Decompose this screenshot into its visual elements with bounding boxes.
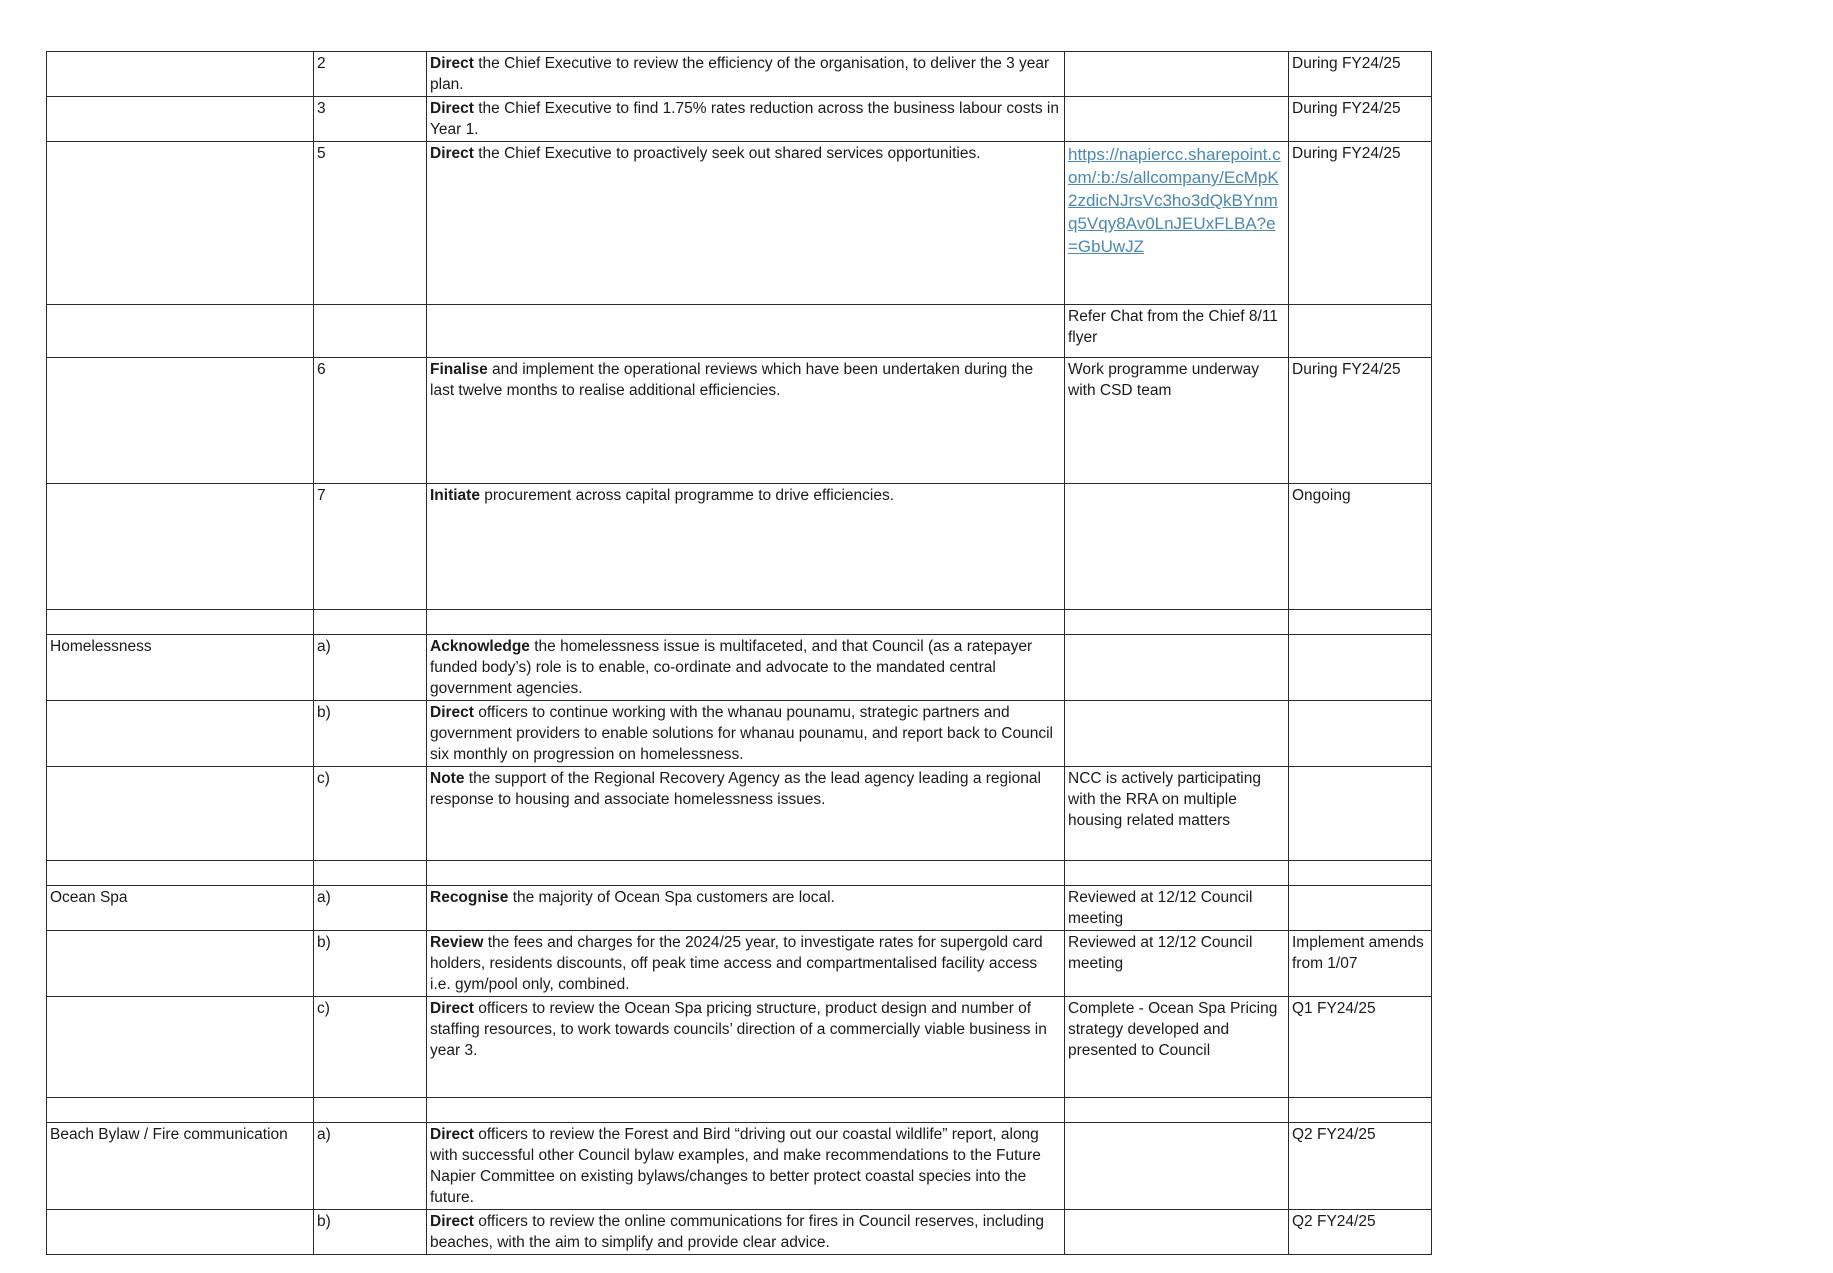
table-row (47, 997, 1432, 1098)
topic-cell (47, 142, 314, 305)
resolution-cell (427, 1123, 1065, 1210)
resolution-text: the fees and charges for the 2024/25 year, to investigate rates for supergold card holders, residents discounts, off peak time access and compartmentalised facility access i.e. gym/pool only, combined. (430, 934, 1043, 993)
timing-cell (1289, 635, 1432, 701)
table-row (47, 484, 1432, 610)
topic-cell (47, 1210, 314, 1255)
resolutions-table (46, 51, 1432, 1255)
resolution-text: the majority of Ocean Spa customers are local. (508, 889, 835, 906)
table-row (47, 701, 1432, 767)
item-number-cell: a) (314, 1123, 427, 1210)
table-row (47, 886, 1432, 931)
item-number-cell: 7 (314, 484, 427, 610)
item-number-cell (314, 305, 427, 358)
resolution-text: and implement the operational reviews which have been undertaken during the last twelve months to realise additional efficiencies. (430, 361, 1034, 399)
item-number-cell: c) (314, 997, 427, 1098)
timing-cell (1289, 701, 1432, 767)
resolution-text: officers to review the Ocean Spa pricing structure, product design and number of staffing resources, to work towards councils’ direction of a commercially viable business in year 3. (430, 1000, 1047, 1059)
status-cell: Refer Chat from the Chief 8/11 flyer (1065, 305, 1289, 358)
action-verb: Recognise (430, 889, 509, 906)
status-cell (1065, 610, 1289, 635)
resolution-text: procurement across capital programme to drive efficiencies. (479, 487, 895, 504)
timing-cell: Q1 FY24/25 (1289, 997, 1432, 1098)
timing-cell: During FY24/25 (1289, 358, 1432, 484)
resolution-cell (427, 1210, 1065, 1255)
status-cell (1065, 1123, 1289, 1210)
resolution-cell (427, 52, 1065, 97)
resolution-text: officers to review the online communications for fires in Council reserves, including beaches, with the aim to simplify and provide clear advice. (430, 1213, 1044, 1251)
resolution-text: officers to review the Forest and Bird “driving out our coastal wildlife” report, along with successful other Council bylaw examples, and make recommendations to the Future Napier Committee on existing bylaws/changes to better protect coastal species into the future. (430, 1126, 1041, 1206)
status-cell: Work programme underway with CSD team (1065, 358, 1289, 484)
table-row (47, 142, 1432, 305)
item-number-cell (314, 861, 427, 886)
resolution-cell (427, 1098, 1065, 1123)
timing-cell: Q2 FY24/25 (1289, 1123, 1432, 1210)
timing-cell: During FY24/25 (1289, 142, 1432, 305)
topic-cell: Ocean Spa (47, 886, 314, 931)
table-row (47, 1210, 1432, 1255)
timing-cell: During FY24/25 (1289, 52, 1432, 97)
timing-cell (1289, 886, 1432, 931)
resolution-cell (427, 610, 1065, 635)
table-row (47, 305, 1432, 358)
action-verb: Direct (430, 145, 474, 162)
item-number-cell: 6 (314, 358, 427, 484)
resolution-cell (427, 767, 1065, 861)
action-verb: Note (430, 770, 465, 787)
resolution-cell (427, 931, 1065, 997)
timing-cell (1289, 610, 1432, 635)
timing-cell (1289, 861, 1432, 886)
item-number-cell: b) (314, 931, 427, 997)
resolution-cell (427, 142, 1065, 305)
action-verb: Direct (430, 100, 474, 117)
resolution-cell (427, 861, 1065, 886)
item-number-cell: a) (314, 886, 427, 931)
topic-cell (47, 861, 314, 886)
status-cell: NCC is actively participating with the RRA on multiple housing related matters (1065, 767, 1289, 861)
action-verb: Direct (430, 1000, 474, 1017)
item-number-cell: b) (314, 701, 427, 767)
table-row (47, 1123, 1432, 1210)
resolution-cell (427, 886, 1065, 931)
resolution-text: the Chief Executive to find 1.75% rates reduction across the business labour costs in Year 1. (430, 100, 1059, 138)
timing-cell: During FY24/25 (1289, 97, 1432, 142)
status-cell (1065, 142, 1289, 305)
resolutions-table-body (47, 52, 1432, 1255)
topic-cell (47, 97, 314, 142)
table-row (47, 767, 1432, 861)
topic-cell (47, 52, 314, 97)
action-verb: Direct (430, 1213, 474, 1230)
action-verb: Acknowledge (430, 638, 530, 655)
status-cell: Reviewed at 12/12 Council meeting (1065, 886, 1289, 931)
table-row (47, 635, 1432, 701)
resolution-cell (427, 358, 1065, 484)
topic-cell: Beach Bylaw / Fire communication (47, 1123, 314, 1210)
table-row (47, 610, 1432, 635)
timing-cell (1289, 305, 1432, 358)
table-row (47, 861, 1432, 886)
resolution-cell (427, 701, 1065, 767)
table-row (47, 358, 1432, 484)
topic-cell (47, 358, 314, 484)
topic-cell (47, 484, 314, 610)
action-verb: Direct (430, 55, 474, 72)
topic-cell (47, 701, 314, 767)
item-number-cell (314, 610, 427, 635)
resolution-cell (427, 305, 1065, 358)
topic-cell (47, 931, 314, 997)
item-number-cell: c) (314, 767, 427, 861)
timing-cell: Implement amends from 1/07 (1289, 931, 1432, 997)
resolution-cell (427, 635, 1065, 701)
status-cell (1065, 1210, 1289, 1255)
action-verb: Direct (430, 1126, 474, 1143)
topic-cell (47, 1098, 314, 1123)
resolution-text: the homelessness issue is multifaceted, and that Council (as a ratepayer funded body’s) role is to enable, co-ordinate and advocate to the mandated central government agencies. (430, 638, 1033, 697)
status-cell: Complete - Ocean Spa Pricing strategy developed and presented to Council (1065, 997, 1289, 1098)
topic-cell (47, 610, 314, 635)
item-number-cell: 3 (314, 97, 427, 142)
sharepoint-link[interactable]: https://napiercc.sharepoint.com/:b:/s/allcompany/EcMpK2zdicNJrsVc3ho3dQkBYnmq5Vqy8Av0LnJEUxFLBA?e=GbUwJZ (1068, 145, 1281, 256)
status-cell (1065, 701, 1289, 767)
table-row (47, 97, 1432, 142)
resolution-cell (427, 97, 1065, 142)
action-verb: Review (430, 934, 484, 951)
status-cell (1065, 635, 1289, 701)
resolution-text: the Chief Executive to review the efficiency of the organisation, to deliver the 3 year plan. (430, 55, 1050, 93)
item-number-cell: 5 (314, 142, 427, 305)
timing-cell (1289, 767, 1432, 861)
status-cell (1065, 1098, 1289, 1123)
status-cell (1065, 861, 1289, 886)
action-verb: Finalise (430, 361, 488, 378)
timing-cell (1289, 1098, 1432, 1123)
status-cell (1065, 52, 1289, 97)
action-verb: Direct (430, 704, 474, 721)
timing-cell: Q2 FY24/25 (1289, 1210, 1432, 1255)
topic-cell (47, 997, 314, 1098)
resolution-cell (427, 997, 1065, 1098)
item-number-cell: 2 (314, 52, 427, 97)
topic-cell (47, 767, 314, 861)
table-row (47, 931, 1432, 997)
status-cell (1065, 484, 1289, 610)
timing-cell: Ongoing (1289, 484, 1432, 610)
table-row (47, 52, 1432, 97)
resolution-cell (427, 484, 1065, 610)
status-cell (1065, 97, 1289, 142)
topic-cell: Homelessness (47, 635, 314, 701)
table-row (47, 1098, 1432, 1123)
topic-cell (47, 305, 314, 358)
resolution-text: the support of the Regional Recovery Agency as the lead agency leading a regional response to housing and associate homelessness issues. (430, 770, 1041, 808)
status-cell: Reviewed at 12/12 Council meeting (1065, 931, 1289, 997)
action-verb: Initiate (430, 487, 480, 504)
resolution-text: the Chief Executive to proactively seek out shared services opportunities. (473, 145, 981, 162)
item-number-cell: a) (314, 635, 427, 701)
item-number-cell: b) (314, 1210, 427, 1255)
resolution-text: officers to continue working with the whanau pounamu, strategic partners and government providers to enable solutions for whanau pounamu, and report back to Council six monthly on progression on homelessness. (430, 704, 1053, 763)
item-number-cell (314, 1098, 427, 1123)
